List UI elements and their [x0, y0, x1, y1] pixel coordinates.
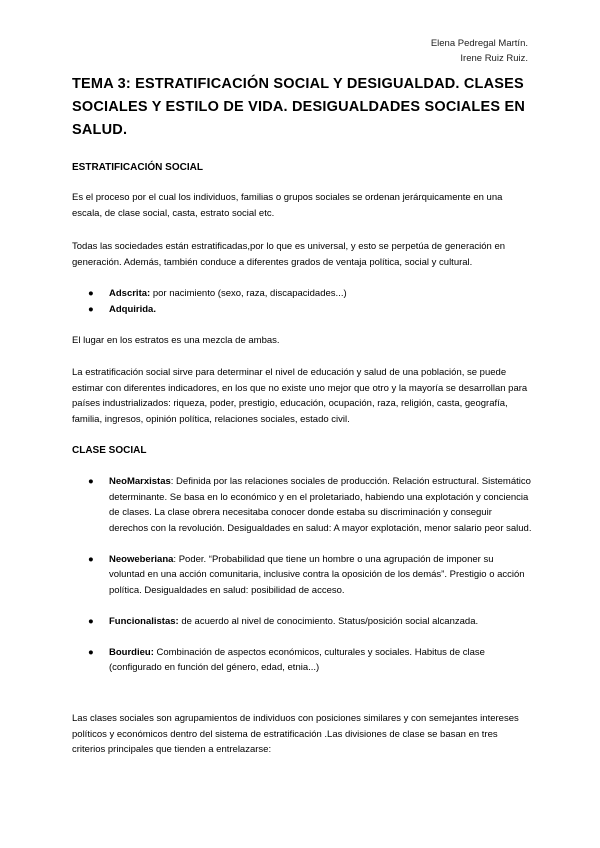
list-item-text: Combinación de aspectos económicos, culturales y sociales. Habitus de clase (configurado en función del género, edad, etnia...)	[109, 646, 485, 673]
list-item-term: Bourdieu:	[109, 646, 154, 658]
paragraph: La estratificación social sirve para determinar el nivel de educación y salud de una población, se puede estimar con diferentes indicadores, en los que no existe uno mejor que otro y la mayoría se desarrollan para países industrializados: riqueza, poder, prestigio, educación, ocupación, raza, religión, casta, geografía, familia, ingresos, opinión política, relaciones sociales, estado civil.	[72, 367, 528, 425]
bullet-icon: ●	[88, 646, 94, 658]
paragraph: El lugar en los estratos es una mezcla de ambas.	[72, 335, 280, 346]
authors	[431, 36, 528, 66]
bullet-icon: ●	[88, 303, 94, 315]
list-item	[72, 645, 532, 676]
list-item-term: Neoweberiana	[109, 553, 174, 565]
paragraph: Todas las sociedades están estratificadas,por lo que es universal, y esto se perpetúa de generación en generación. Además, también conduce a diferentes grados de ventaja política, social y cultural.	[72, 241, 506, 268]
list-item-text: de acuerdo al nivel de conocimiento. Status/posición social alcanzada.	[178, 615, 479, 627]
section-heading-estratificacion: ESTRATIFICACIÓN SOCIAL	[72, 162, 203, 173]
bullet-list-estratificacion	[72, 286, 532, 317]
list-item-term: Adquirida.	[109, 303, 156, 315]
list-item-text: : Definida por las relaciones sociales de producción. Relación estructural. Sistemático determinante. Se basa en lo económico y en el proletariado, habiendo una explotación y conciencia de clases. La clase obrera necesitaba conocer donde estaba su discriminación y conseguir derechos con la revolución. Desigualdades en salud: A mayor explotación, menor salario peor salud.	[109, 476, 532, 534]
author-2: Irene Ruiz Ruiz.	[460, 53, 528, 64]
list-item	[72, 552, 532, 599]
paragraph: Las clases sociales son agrupamientos de individuos con posiciones similares y con semejantes intereses políticos y económicos dentro del sistema de estratificación .Las divisiones de clase se basan en tres criterios principales que tienden a entrelazarse:	[72, 713, 519, 755]
list-item	[72, 286, 532, 302]
list-item-term: NeoMarxistas	[109, 476, 171, 487]
paragraph: Es el proceso por el cual los individuos, familias o grupos sociales se ordenan jerárquicamente en una escala, de clase social, casta, estrato social etc.	[72, 192, 503, 219]
bullet-icon: ●	[88, 288, 94, 299]
list-item-term: Funcionalistas:	[109, 615, 179, 627]
section-heading-clase-social: CLASE SOCIAL	[72, 445, 147, 456]
list-item-text: : Poder. “Probabilidad que tiene un hombre o una agrupación de imponer su voluntad en una acción comunitaria, inclusive contra la oposición de los demás”. Prestigio o acción política. Desigualdades en salud: posibilidad de acceso.	[109, 553, 525, 596]
bullet-icon: ●	[88, 553, 94, 565]
bullet-icon: ●	[88, 615, 94, 627]
list-item-term: Adscrita:	[109, 288, 151, 299]
list-item	[72, 474, 532, 536]
bullet-list-clase-social	[72, 474, 532, 691]
page-title: TEMA 3: ESTRATIFICACIÓN SOCIAL Y DESIGUALDAD. CLASES SOCIALES Y ESTILO DE VIDA. DESIGUALDADES SOCIALES EN SALUD.	[72, 76, 525, 138]
bullet-icon: ●	[88, 476, 94, 487]
list-item	[72, 302, 532, 318]
list-item-text: por nacimiento (sexo, raza, discapacidades...)	[150, 288, 347, 299]
list-item	[72, 614, 532, 630]
author-1: Elena Pedregal Martín.	[430, 38, 528, 49]
